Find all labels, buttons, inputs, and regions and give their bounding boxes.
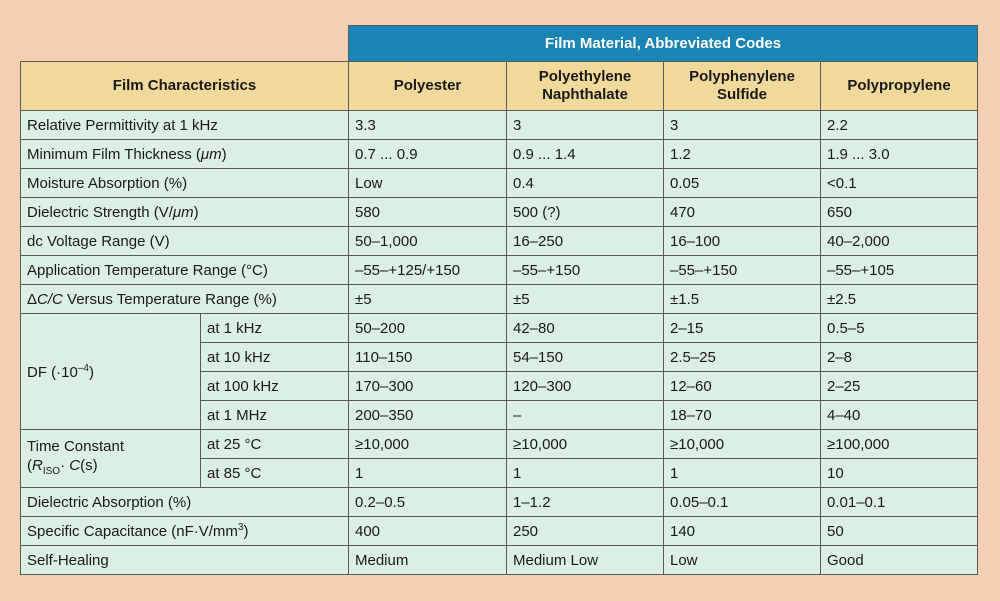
table-cell: 12–60 <box>664 372 821 401</box>
table-cell: 0.5–5 <box>821 314 978 343</box>
table-row <box>21 517 978 546</box>
table-row <box>21 256 978 285</box>
sub-row-label: at 1 kHz <box>201 314 349 343</box>
table-cell: 110–150 <box>349 343 507 372</box>
header-film-characteristics: Film Characteristics <box>21 62 349 111</box>
row-label-time-constant: Time Constant ($R_{ISO}\cdot C(s)$ <box>21 430 201 488</box>
table-cell: 16–250 <box>507 227 664 256</box>
table-cell: 42–80 <box>507 314 664 343</box>
table-cell: 2–25 <box>821 372 978 401</box>
table-cell: 2–15 <box>664 314 821 343</box>
table-cell: Good <box>821 546 978 575</box>
table-cell: 140 <box>664 517 821 546</box>
header-polyester: Polyester <box>349 62 507 111</box>
table-cell: 500 (?) <box>507 198 664 227</box>
table-cell: 54–150 <box>507 343 664 372</box>
table-cell: 580 <box>349 198 507 227</box>
table-cell: 650 <box>821 198 978 227</box>
row-label: Specific Capacitance $(nF\cdot V/mm^3)$ <box>21 517 349 546</box>
table-cell: 3.3 <box>349 111 507 140</box>
row-label: Dielectric Absorption (%) <box>21 488 349 517</box>
table-cell: 1 <box>349 459 507 488</box>
table-cell: 3 <box>507 111 664 140</box>
sub-row-label: at 100 kHz <box>201 372 349 401</box>
table-cell: 0.01–0.1 <box>821 488 978 517</box>
table-cell: 1.2 <box>664 140 821 169</box>
sub-row-label: at 25 °C <box>201 430 349 459</box>
table-cell: ≥10,000 <box>664 430 821 459</box>
table-cell: 1–1.2 <box>507 488 664 517</box>
table-cell: 1 <box>507 459 664 488</box>
table-cell: Medium <box>349 546 507 575</box>
table-cell: –55–+150 <box>507 256 664 285</box>
table-cell: 50–1,000 <box>349 227 507 256</box>
table-cell: ≥10,000 <box>507 430 664 459</box>
table-cell: 50 <box>821 517 978 546</box>
table-cell: –55–+150 <box>664 256 821 285</box>
table-cell: 250 <box>507 517 664 546</box>
film-comparison-table <box>20 25 978 575</box>
table-row <box>21 169 978 198</box>
table-cell: 2–8 <box>821 343 978 372</box>
table-row <box>21 227 978 256</box>
table-cell: 2.5–25 <box>664 343 821 372</box>
table-cell: 50–200 <box>349 314 507 343</box>
table-cell: ≥100,000 <box>821 430 978 459</box>
table-cell: 1.9 ... 3.0 <box>821 140 978 169</box>
table-cell: 170–300 <box>349 372 507 401</box>
table-container <box>20 25 978 575</box>
table-cell: –55–+125/+150 <box>349 256 507 285</box>
row-label: Dielectric Strength (V/μm) <box>21 198 349 227</box>
row-label: dc Voltage Range (V) <box>21 227 349 256</box>
row-label: Application Temperature Range (°C) <box>21 256 349 285</box>
table-row <box>21 430 978 459</box>
banner-title: Film Material, Abbreviated Codes <box>349 26 978 62</box>
table-cell: 0.05–0.1 <box>664 488 821 517</box>
table-row <box>21 140 978 169</box>
row-label: ΔC/C Versus Temperature Range (%) <box>21 285 349 314</box>
table-row <box>21 198 978 227</box>
sub-row-label: at 85 °C <box>201 459 349 488</box>
table-cell: 120–300 <box>507 372 664 401</box>
table-cell: ±5 <box>507 285 664 314</box>
row-label-df: DF $(\cdot 10^{-4})$ <box>21 314 201 430</box>
table-cell: <0.1 <box>821 169 978 198</box>
table-cell: 470 <box>664 198 821 227</box>
table-cell: 400 <box>349 517 507 546</box>
table-cell: Low <box>349 169 507 198</box>
table-cell: 18–70 <box>664 401 821 430</box>
table-cell: 40–2,000 <box>821 227 978 256</box>
table-cell: 2.2 <box>821 111 978 140</box>
table-cell: ±5 <box>349 285 507 314</box>
row-label: Minimum Film Thickness (μm) <box>21 140 349 169</box>
table-row <box>21 111 978 140</box>
header-polyethylene-naphthalate: Polyethylene Naphthalate <box>507 62 664 111</box>
table-cell: ≥10,000 <box>349 430 507 459</box>
row-label: Moisture Absorption (%) <box>21 169 349 198</box>
table-row <box>21 488 978 517</box>
row-label: Self-Healing <box>21 546 349 575</box>
table-cell: ±2.5 <box>821 285 978 314</box>
header-polypropylene: Polypropylene <box>821 62 978 111</box>
row-label: Relative Permittivity at 1 kHz <box>21 111 349 140</box>
table-cell: 200–350 <box>349 401 507 430</box>
table-cell: 0.2–0.5 <box>349 488 507 517</box>
table-cell: 3 <box>664 111 821 140</box>
table-cell: 4–40 <box>821 401 978 430</box>
table-cell: Medium Low <box>507 546 664 575</box>
table-row <box>21 314 978 343</box>
table-cell: 0.05 <box>664 169 821 198</box>
sub-row-label: at 1 MHz <box>201 401 349 430</box>
header-polyphenylene-sulfide: Polyphenylene Sulfide <box>664 62 821 111</box>
table-cell: 1 <box>664 459 821 488</box>
table-row <box>21 285 978 314</box>
table-cell: 0.7 ... 0.9 <box>349 140 507 169</box>
table-cell: Low <box>664 546 821 575</box>
table-cell: –55–+105 <box>821 256 978 285</box>
header-row <box>21 62 978 111</box>
sub-row-label: at 10 kHz <box>201 343 349 372</box>
table-cell: 16–100 <box>664 227 821 256</box>
table-cell: 0.9 ... 1.4 <box>507 140 664 169</box>
table-cell: 10 <box>821 459 978 488</box>
table-cell: – <box>507 401 664 430</box>
table-cell: ±1.5 <box>664 285 821 314</box>
banner-row <box>21 26 978 62</box>
table-cell: 0.4 <box>507 169 664 198</box>
table-row <box>21 546 978 575</box>
